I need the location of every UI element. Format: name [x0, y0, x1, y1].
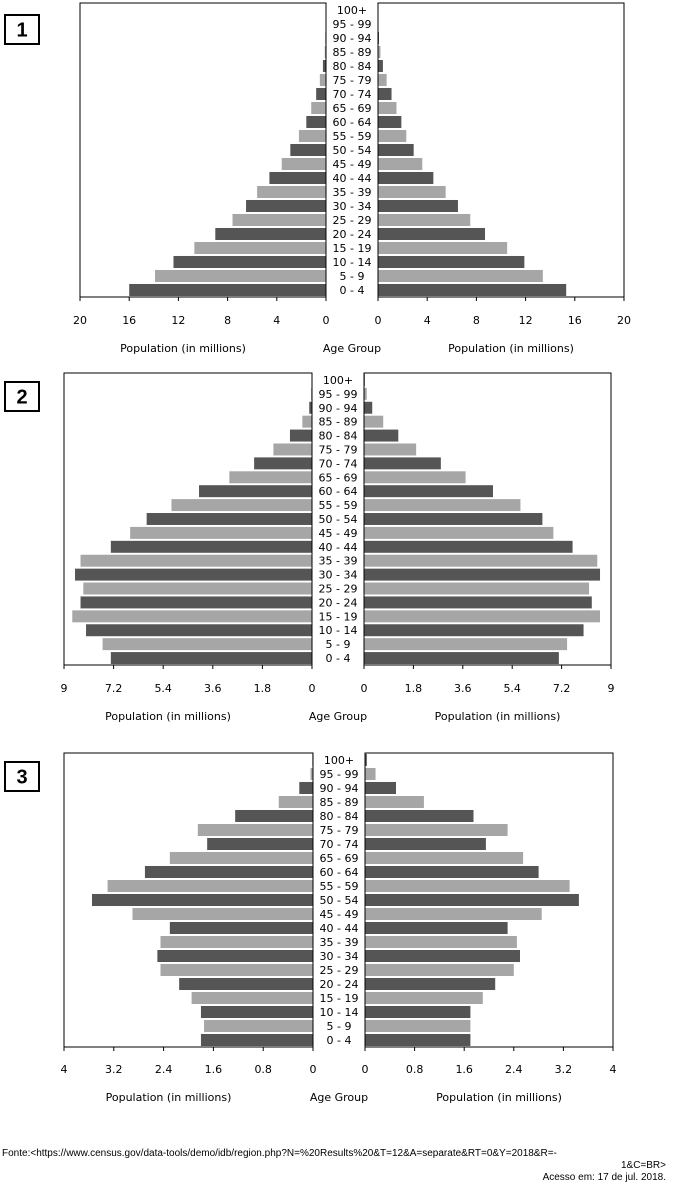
chart1-age-label: 65 - 69	[332, 102, 372, 115]
chart3-tick-label-left: 0	[309, 1063, 317, 1076]
chart3-bar-right-80-84	[365, 810, 474, 822]
chart3-age-label: 30 - 34	[319, 950, 359, 963]
chart2-age-label: 10 - 14	[318, 624, 358, 638]
chart3-bar-right-40-44	[365, 922, 508, 934]
chart1-bar-left-35-39	[257, 186, 326, 198]
chart1-age-label: 15 - 19	[332, 242, 372, 255]
chart1-tick-label-right: 20	[617, 314, 631, 327]
chart2-bar-left-80-84	[290, 430, 312, 442]
chart2-bar-right-40-44	[364, 541, 573, 553]
chart1-age-label: 5 - 9	[339, 270, 365, 283]
chart2-center-axis-label: Age Group	[308, 710, 368, 723]
chart1-badge-number: 1	[16, 19, 28, 42]
chart3-tick-label-right: 1.6	[455, 1063, 473, 1076]
chart1-center-axis-label: Age Group	[322, 342, 382, 355]
chart3-age-label: 60 - 64	[319, 866, 359, 879]
chart2-bar-right-15-19	[364, 610, 600, 622]
chart2-bar-right-80-84	[364, 430, 398, 442]
chart1-age-label: 30 - 34	[332, 200, 372, 213]
chart2-age-label: 20 - 24	[318, 596, 358, 610]
chart2-tick-label-left: 5.4	[154, 682, 172, 695]
chart2-age-label: 40 - 44	[318, 540, 358, 554]
chart3-age-label: 45 - 49	[319, 908, 359, 921]
chart3-age-label: 35 - 39	[319, 936, 359, 949]
chart2-bar-left-5-9	[103, 638, 312, 650]
chart2-bar-left-55-59	[171, 499, 312, 511]
chart2-age-label: 35 - 39	[318, 554, 358, 568]
chart2-age-label: 65 - 69	[318, 471, 358, 485]
chart3-bar-left-35-39	[160, 936, 313, 948]
chart3-bar-left-90-94	[299, 782, 313, 794]
chart1-bar-left-55-59	[299, 130, 326, 142]
chart2-bar-right-0-4	[364, 652, 559, 664]
chart1-bar-left-70-74	[316, 88, 326, 100]
chart1-left-axis-label: Population (in millions)	[120, 342, 246, 355]
chart2-bar-right-55-59	[364, 499, 520, 511]
chart2-bar-right-90-94	[364, 402, 372, 414]
chart3-bar-left-80-84	[235, 810, 313, 822]
chart2-bar-left-70-74	[254, 457, 312, 469]
chart1-bar-right-30-34	[378, 200, 458, 212]
chart1-age-label: 90 - 94	[332, 32, 372, 45]
chart3-bar-left-45-49	[132, 908, 313, 920]
chart2-age-label: 80 - 84	[318, 429, 358, 443]
chart2-age-label: 25 - 29	[318, 582, 358, 596]
chart2-bar-left-20-24	[81, 596, 312, 608]
chart2-tick-label-right: 5.4	[503, 682, 521, 695]
chart1-age-label: 80 - 84	[332, 60, 372, 73]
chart2-tick-label-left: 3.6	[204, 682, 222, 695]
chart3-age-label: 85 - 89	[319, 796, 359, 809]
chart3-bar-right-95-99	[365, 768, 376, 780]
chart2-bar-left-25-29	[83, 583, 312, 595]
chart1-tick-label-left: 4	[273, 314, 281, 327]
chart3-bar-right-65-69	[365, 852, 523, 864]
chart2-age-label: 70 - 74	[318, 457, 358, 471]
chart1-bar-left-60-64	[306, 116, 326, 128]
chart2-bar-left-0-4	[111, 652, 312, 664]
chart2-badge-number: 2	[16, 386, 28, 409]
chart3-bar-right-60-64	[365, 866, 539, 878]
chart2-bar-left-85-89	[302, 416, 312, 428]
chart1-bar-right-40-44	[378, 172, 433, 184]
chart2-tick-label-right: 3.6	[454, 682, 472, 695]
chart3-age-label: 65 - 69	[319, 852, 359, 865]
chart3-tick-label-right: 2.4	[505, 1063, 523, 1076]
chart3-center-axis-label: Age Group	[309, 1091, 369, 1104]
chart2-age-label: 75 - 79	[318, 443, 358, 457]
chart3-bar-left-5-9	[204, 1020, 313, 1032]
chart2-left-axis-label: Population (in millions)	[105, 710, 231, 723]
chart2-bar-right-85-89	[364, 416, 383, 428]
chart3-bar-left-70-74	[207, 838, 313, 850]
chart1-bar-left-0-4	[129, 284, 326, 296]
chart2-tick-label-right: 7.2	[552, 682, 571, 695]
chart2-age-label: 15 - 19	[318, 610, 358, 624]
source-url-line-2[interactable]: 1&C=BR>	[620, 1160, 666, 1171]
chart3-badge-number: 3	[16, 766, 28, 789]
chart1-tick-label-left: 20	[73, 314, 87, 327]
chart3-bar-right-45-49	[365, 908, 542, 920]
chart3-bar-right-75-79	[365, 824, 508, 836]
chart1-bar-left-15-19	[194, 242, 326, 254]
chart2-age-label: 45 - 49	[318, 526, 358, 540]
chart2-bar-left-15-19	[72, 610, 312, 622]
chart2-tick-label-left: 1.8	[253, 682, 272, 695]
chart3-tick-label-left: 1.6	[204, 1063, 223, 1076]
chart2-bar-right-20-24	[364, 596, 592, 608]
chart2-bar-left-60-64	[199, 485, 312, 497]
chart3-age-label: 100+	[323, 754, 355, 767]
chart3-tick-label-left: 3.2	[105, 1063, 123, 1076]
chart3-age-label: 55 - 59	[319, 880, 359, 893]
chart3-age-label: 0 - 4	[326, 1034, 352, 1047]
chart1-tick-label-left: 16	[122, 314, 137, 327]
chart1-age-label: 10 - 14	[332, 256, 372, 269]
chart3-bar-right-30-34	[365, 950, 520, 962]
chart3-age-label: 15 - 19	[319, 992, 359, 1005]
chart2-bar-left-40-44	[111, 541, 312, 553]
chart3-bar-left-40-44	[170, 922, 313, 934]
chart1-age-label: 0 - 4	[339, 284, 365, 297]
chart2-bar-right-10-14	[364, 624, 584, 636]
chart1-bar-left-5-9	[155, 270, 326, 282]
chart1-age-label: 50 - 54	[332, 144, 372, 157]
chart3-tick-label-right: 0.8	[405, 1063, 424, 1076]
chart3-bar-left-55-59	[108, 880, 313, 892]
chart2-bar-right-75-79	[364, 443, 416, 455]
chart3-bar-right-90-94	[365, 782, 396, 794]
chart1-bar-left-40-44	[269, 172, 326, 184]
chart1-bar-right-55-59	[378, 130, 406, 142]
chart1-bar-right-60-64	[378, 116, 401, 128]
chart2-tick-label-right: 0	[360, 682, 368, 695]
chart1-tick-label-left: 0	[322, 314, 330, 327]
chart1-bar-right-15-19	[378, 242, 507, 254]
chart2-age-label: 0 - 4	[325, 652, 351, 666]
chart1-bar-right-45-49	[378, 158, 422, 170]
chart2-age-label: 5 - 9	[325, 638, 351, 652]
chart2-tick-label-right: 9	[607, 682, 615, 695]
chart2-age-label: 90 - 94	[318, 401, 358, 415]
chart2-bar-left-75-79	[273, 443, 312, 455]
chart1-tick-label-right: 4	[423, 314, 431, 327]
chart1-bar-right-75-79	[378, 74, 387, 86]
chart2-right-axis-label: Population (in millions)	[434, 710, 561, 723]
chart3-bar-right-5-9	[365, 1020, 470, 1032]
chart3-age-label: 10 - 14	[319, 1006, 359, 1019]
chart3-bar-left-85-89	[279, 796, 313, 808]
chart3-bar-right-15-19	[365, 992, 483, 1004]
chart2-bar-left-65-69	[229, 471, 312, 483]
chart1-age-label: 45 - 49	[332, 158, 372, 171]
chart3-age-label: 90 - 94	[319, 782, 359, 795]
chart2-age-label: 85 - 89	[318, 415, 358, 429]
chart1-bar-right-5-9	[378, 270, 543, 282]
chart1-tick-label-left: 12	[171, 314, 186, 327]
chart2-bar-right-70-74	[364, 457, 441, 469]
chart2-bar-right-45-49	[364, 527, 553, 539]
chart3-bar-right-0-4	[365, 1034, 470, 1046]
chart1-age-label: 70 - 74	[332, 88, 372, 101]
chart3-age-label: 20 - 24	[319, 978, 359, 991]
chart3-bar-left-0-4	[201, 1034, 313, 1046]
chart1-age-label: 40 - 44	[332, 172, 372, 185]
chart1-age-label: 85 - 89	[332, 46, 372, 59]
chart3-tick-label-left: 2.4	[154, 1063, 173, 1076]
chart2-bar-right-65-69	[364, 471, 466, 483]
chart2-bar-left-30-34	[75, 569, 312, 581]
chart3-bar-left-15-19	[192, 992, 313, 1004]
chart1-bar-left-20-24	[215, 228, 326, 240]
chart3-age-label: 25 - 29	[319, 964, 359, 977]
chart1-bar-right-50-54	[378, 144, 414, 156]
chart3-bar-left-10-14	[201, 1006, 313, 1018]
chart1-bar-right-35-39	[378, 186, 446, 198]
chart3-bar-left-65-69	[170, 852, 313, 864]
chart1-age-label: 35 - 39	[332, 186, 372, 199]
chart1-age-label: 75 - 79	[332, 74, 372, 87]
chart3-bar-right-70-74	[365, 838, 486, 850]
chart1-bar-right-0-4	[378, 284, 566, 296]
chart3-bar-left-50-54	[92, 894, 313, 906]
chart3-bar-left-60-64	[145, 866, 313, 878]
chart3-age-label: 70 - 74	[319, 838, 359, 851]
chart2-bar-right-60-64	[364, 485, 493, 497]
chart2-age-label: 30 - 34	[318, 568, 358, 582]
chart3-age-label: 40 - 44	[319, 922, 359, 935]
source-note	[0, 1148, 666, 1184]
chart3-tick-label-right: 0	[361, 1063, 369, 1076]
chart3-age-label: 95 - 99	[319, 768, 359, 781]
chart1-right-axis-label: Population (in millions)	[448, 342, 574, 355]
chart1-bar-left-45-49	[282, 158, 326, 170]
chart3-tick-label-right: 3.2	[554, 1063, 573, 1076]
chart2-bar-left-35-39	[81, 555, 312, 567]
chart1-bar-right-65-69	[378, 102, 396, 114]
chart3-bar-left-30-34	[157, 950, 313, 962]
chart2-age-label: 95 - 99	[318, 387, 358, 401]
chart1-bar-left-65-69	[311, 102, 326, 114]
chart2-bar-left-10-14	[86, 624, 312, 636]
chart2-age-label: 100+	[322, 373, 354, 387]
chart2-age-label: 55 - 59	[318, 499, 358, 513]
chart1-tick-label-right: 0	[374, 314, 382, 327]
chart3-bar-right-35-39	[365, 936, 517, 948]
chart1-bar-left-25-29	[233, 214, 326, 226]
chart3-age-label: 75 - 79	[319, 824, 359, 837]
chart3-left-axis-label: Population (in millions)	[105, 1091, 232, 1104]
chart2-tick-label-left: 7.2	[104, 682, 123, 695]
chart3-bar-right-85-89	[365, 796, 424, 808]
chart3-age-label: 80 - 84	[319, 810, 359, 823]
chart3-tick-label-right: 4	[609, 1063, 617, 1076]
chart1-age-label: 95 - 99	[332, 18, 372, 31]
chart1-bar-right-25-29	[378, 214, 470, 226]
chart3-age-label: 5 - 9	[326, 1020, 352, 1033]
chart3-bar-right-20-24	[365, 978, 495, 990]
chart1-bar-right-80-84	[378, 60, 383, 72]
chart3-bar-left-75-79	[198, 824, 313, 836]
chart1-age-label: 25 - 29	[332, 214, 372, 227]
chart2-bar-left-45-49	[130, 527, 312, 539]
chart2-bar-right-50-54	[364, 513, 542, 525]
chart3-bar-right-10-14	[365, 1006, 470, 1018]
chart1-bar-right-10-14	[378, 256, 524, 268]
chart3-tick-label-left: 4	[60, 1063, 68, 1076]
chart2-tick-label-left: 0	[308, 682, 316, 695]
chart2-bar-right-25-29	[364, 583, 589, 595]
source-url-line-1[interactable]: Fonte:<https://www.census.gov/data-tools/demo/idb/region.php?N=%20Results%20&T=12&A=separate&RT=0&Y=2018&R=-	[2, 1148, 557, 1159]
chart3-right-axis-label: Population (in millions)	[436, 1091, 562, 1104]
chart3-bar-left-25-29	[160, 964, 313, 976]
chart2-bar-right-35-39	[364, 555, 597, 567]
chart1-age-label: 20 - 24	[332, 228, 372, 241]
chart3-bar-right-25-29	[365, 964, 514, 976]
chart3-bar-right-55-59	[365, 880, 570, 892]
chart1-bar-right-20-24	[378, 228, 485, 240]
chart1-bar-right-70-74	[378, 88, 392, 100]
chart1-bar-left-50-54	[290, 144, 326, 156]
chart1-tick-label-right: 16	[567, 314, 582, 327]
chart2-tick-label-right: 1.8	[404, 682, 423, 695]
source-access-date: Acesso em: 17 de jul. 2018.	[542, 1172, 666, 1183]
chart2-tick-label-left: 9	[60, 682, 68, 695]
chart2-age-label: 60 - 64	[318, 485, 358, 499]
chart2-bar-right-30-34	[364, 569, 600, 581]
chart1-tick-label-right: 12	[518, 314, 533, 327]
chart2-bar-left-50-54	[147, 513, 312, 525]
chart3-tick-label-left: 0.8	[254, 1063, 272, 1076]
chart1-age-label: 100+	[336, 4, 368, 17]
chart1-bar-left-30-34	[246, 200, 326, 212]
chart1-age-label: 60 - 64	[332, 116, 372, 129]
chart2-bar-right-5-9	[364, 638, 567, 650]
chart1-bar-left-10-14	[173, 256, 326, 268]
chart1-tick-label-right: 8	[472, 314, 480, 327]
chart1-bar-left-75-79	[320, 74, 326, 86]
chart3-age-label: 50 - 54	[319, 894, 359, 907]
chart2-age-label: 50 - 54	[318, 513, 358, 526]
chart3-bar-right-50-54	[365, 894, 579, 906]
chart1-age-label: 55 - 59	[332, 130, 372, 143]
chart3-bar-left-20-24	[179, 978, 313, 990]
chart1-tick-label-left: 8	[224, 314, 232, 327]
